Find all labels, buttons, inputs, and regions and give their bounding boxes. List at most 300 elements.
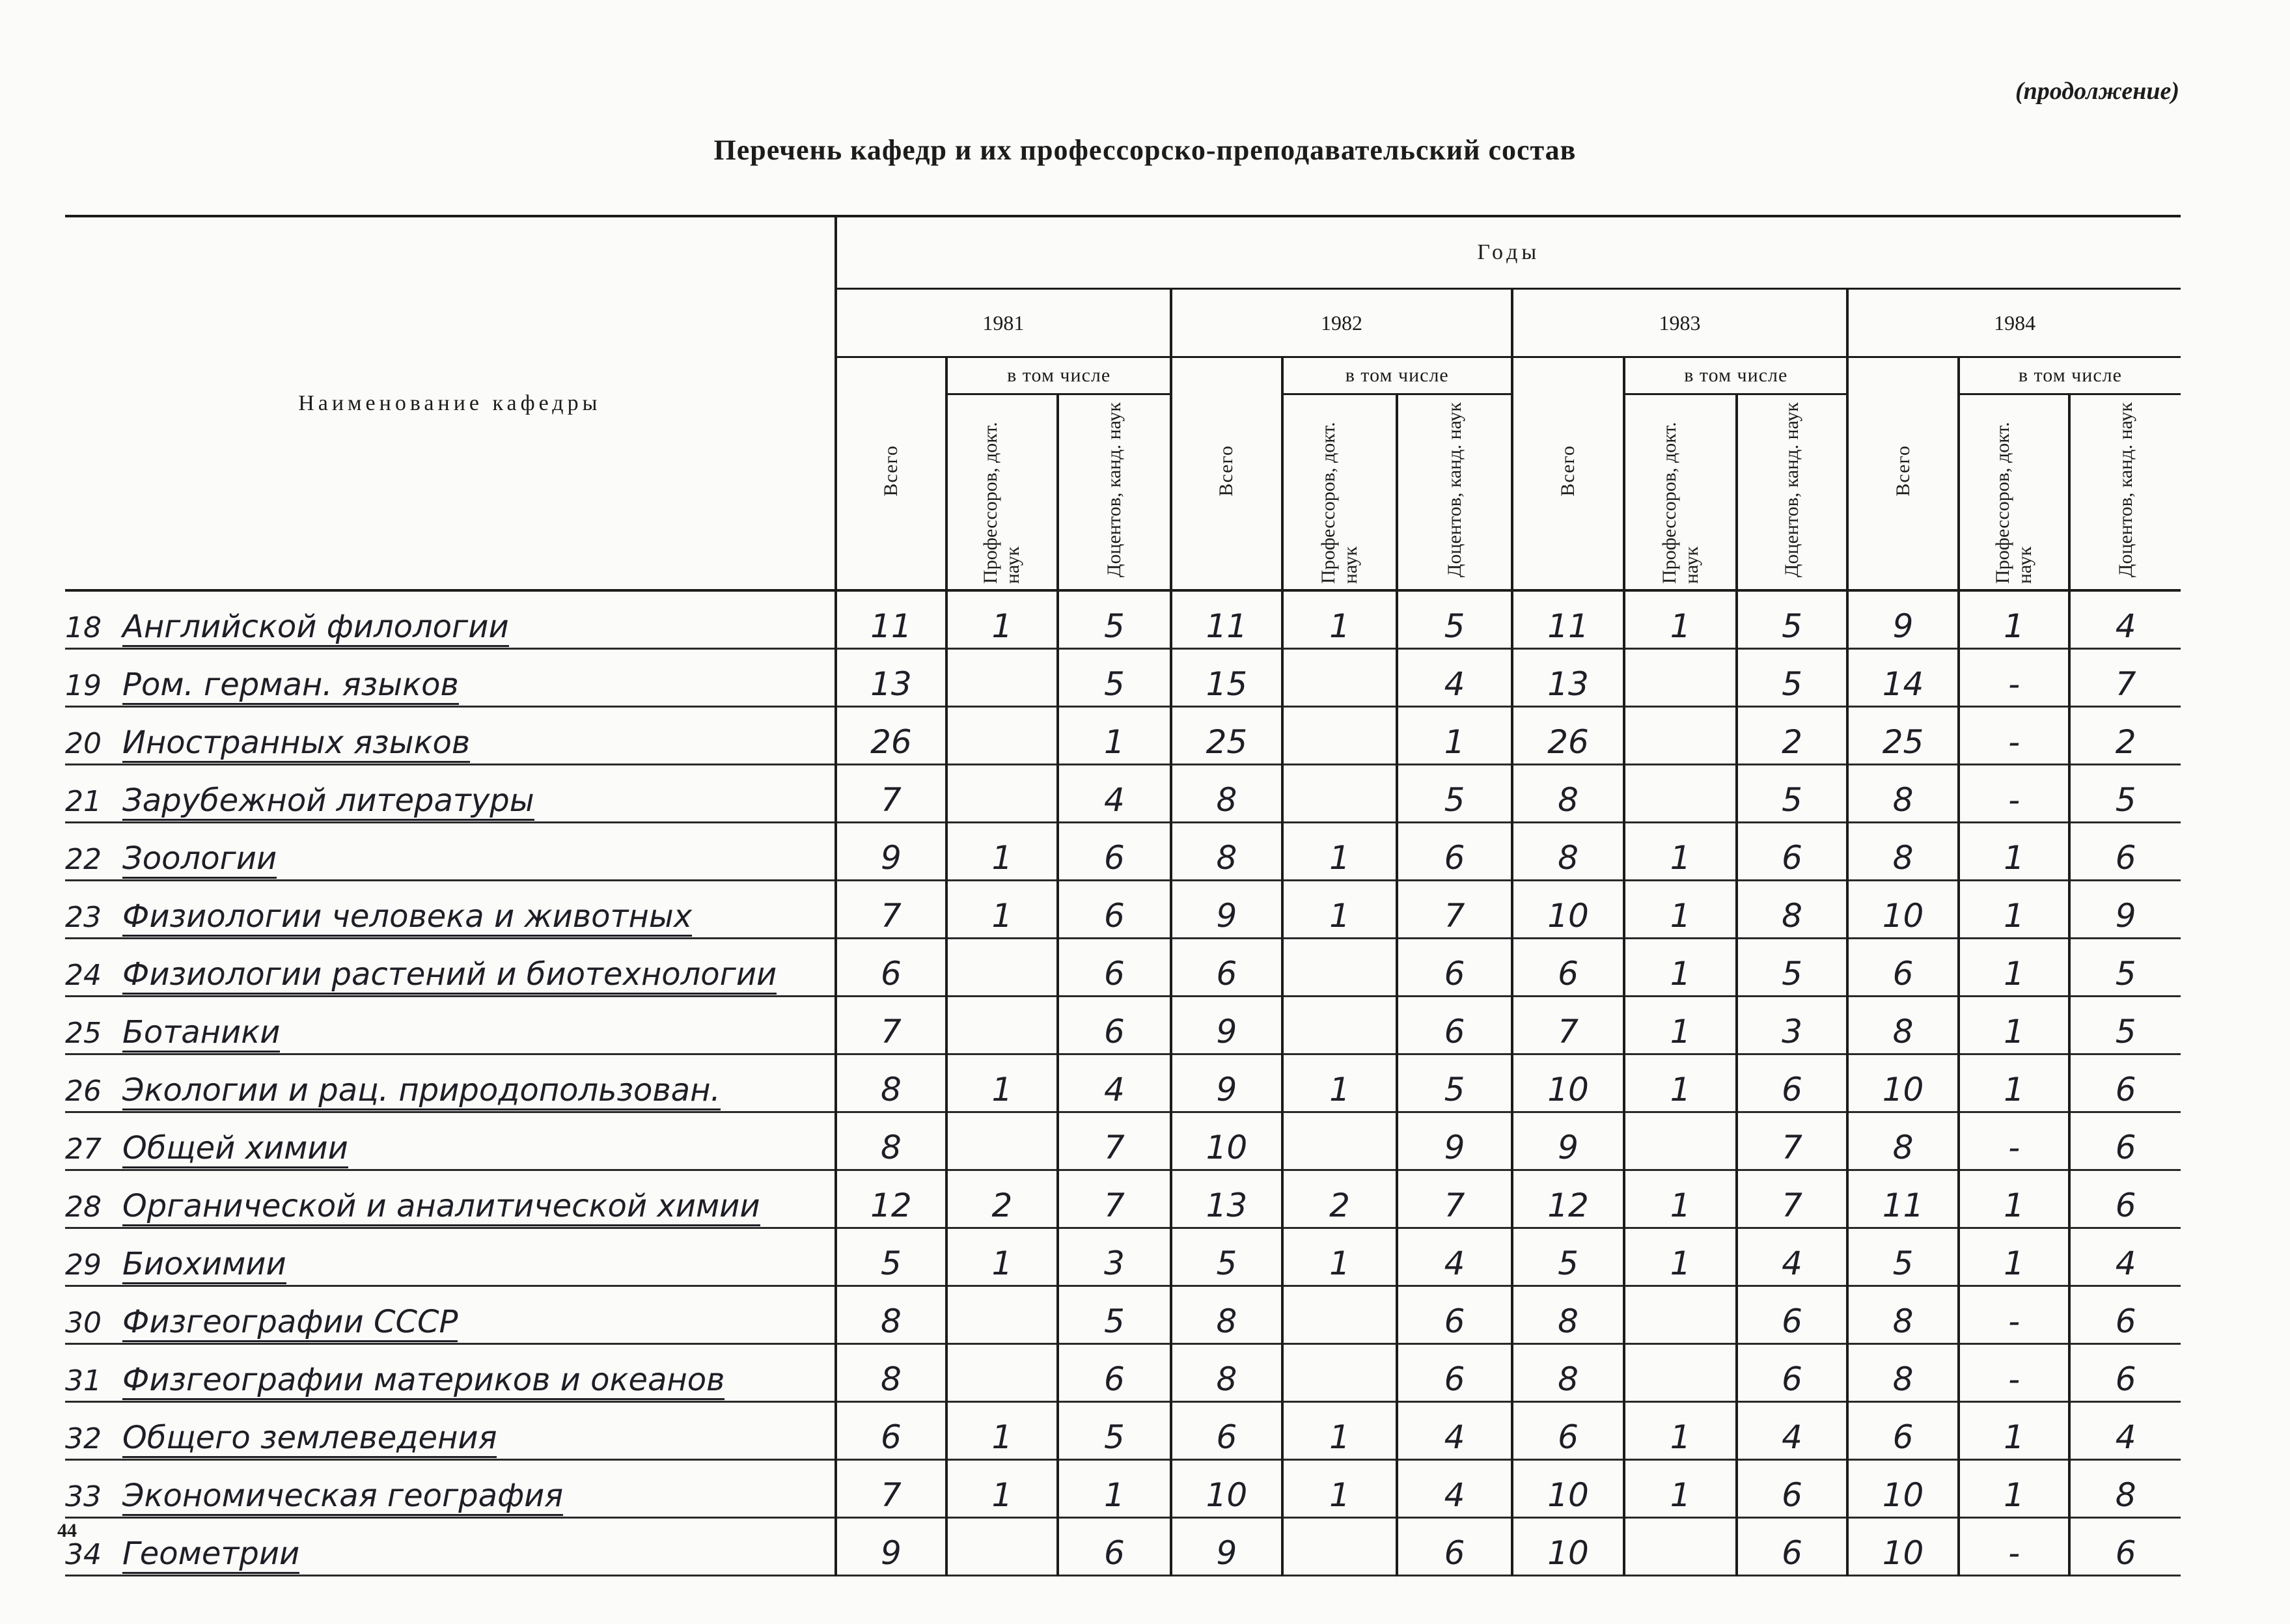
value-cell (1282, 649, 1398, 707)
value-cell: 1 (1959, 1402, 2070, 1460)
continuation-note: (продолжение) (2015, 77, 2179, 105)
value-cell: 1 (1282, 823, 1398, 881)
dept-number: 30 (65, 1306, 102, 1340)
value-cell: 15 (1171, 649, 1282, 707)
value-cell: 25 (1847, 707, 1959, 765)
value-cell (1624, 1518, 1737, 1576)
col-total-label: Всего (1557, 445, 1579, 497)
value-cell: 5 (1737, 939, 1848, 997)
value-cell: 10 (1171, 1112, 1282, 1170)
col-doc-label: Доцентов, канд. наук (1443, 402, 1465, 577)
value-cell: 4 (1397, 1460, 1512, 1518)
value-cell: 3 (1737, 997, 1848, 1054)
value-cell: 5 (1171, 1228, 1282, 1286)
value-cell: 4 (1397, 1228, 1512, 1286)
value-cell: 1 (946, 590, 1058, 649)
dept-name: Физиологии растений и биотехнологии (122, 956, 777, 995)
dept-number: 28 (65, 1190, 102, 1224)
value-cell: 4 (1397, 649, 1512, 707)
dept-number: 27 (65, 1133, 102, 1166)
year-header-1984: 1984 (1847, 289, 2181, 357)
table-row (65, 881, 2181, 939)
value-cell: 8 (836, 1344, 947, 1402)
value-cell: 1 (1624, 881, 1737, 939)
value-cell: 1 (1959, 1054, 2070, 1112)
dept-cell (65, 1344, 836, 1402)
value-cell: 2 (1282, 1170, 1398, 1228)
value-cell: - (1959, 1518, 2070, 1576)
value-cell: 8 (1512, 1344, 1625, 1402)
dept-cell (65, 590, 836, 649)
incl-header-1984: в том числе (1959, 357, 2181, 394)
value-cell: 8 (1171, 823, 1282, 881)
value-cell: 1 (1959, 881, 2070, 939)
col-doc-1982 (1397, 394, 1512, 591)
table-row (65, 1518, 2181, 1576)
value-cell: 6 (836, 939, 947, 997)
dept-number: 19 (65, 669, 102, 702)
value-cell: 1 (1624, 823, 1737, 881)
value-cell: 1 (1282, 1228, 1398, 1286)
dept-cell (65, 997, 836, 1054)
value-cell (1282, 997, 1398, 1054)
value-cell: 2 (946, 1170, 1058, 1228)
value-cell: 1 (1058, 707, 1172, 765)
value-cell: 8 (1512, 823, 1625, 881)
value-cell: 9 (1171, 1054, 1282, 1112)
value-cell: 7 (836, 1460, 947, 1518)
value-cell: 1 (1624, 1228, 1737, 1286)
value-cell: 11 (1847, 1170, 1959, 1228)
dept-cell (65, 1054, 836, 1112)
value-cell: 5 (1058, 1402, 1172, 1460)
value-cell: 9 (1397, 1112, 1512, 1170)
dept-number: 22 (65, 843, 102, 876)
dept-number: 23 (65, 901, 102, 934)
col-doc-1981 (1058, 394, 1172, 591)
value-cell: 1 (1624, 939, 1737, 997)
value-cell: 4 (2069, 1228, 2181, 1286)
value-cell: 5 (2069, 997, 2181, 1054)
value-cell: 6 (1397, 1518, 1512, 1576)
dept-name: Органической и аналитической химии (122, 1188, 760, 1226)
value-cell: 7 (836, 765, 947, 823)
value-cell: 1 (1624, 1054, 1737, 1112)
value-cell (1282, 1344, 1398, 1402)
value-cell: 5 (2069, 765, 2181, 823)
value-cell: 4 (2069, 590, 2181, 649)
col-prof-label: Профессоров, докт. наук (1317, 422, 1361, 584)
value-cell: 6 (1737, 823, 1848, 881)
col-prof-1984 (1959, 394, 2070, 591)
value-cell: 10 (1847, 1054, 1959, 1112)
value-cell (946, 1286, 1058, 1344)
dept-cell (65, 707, 836, 765)
dept-cell (65, 1402, 836, 1460)
value-cell: 13 (836, 649, 947, 707)
value-cell: 2 (1737, 707, 1848, 765)
value-cell (1624, 1344, 1737, 1402)
value-cell: 7 (1737, 1112, 1848, 1170)
value-cell (946, 765, 1058, 823)
value-cell: 8 (1737, 881, 1848, 939)
value-cell: 3 (1058, 1228, 1172, 1286)
value-cell: 5 (1737, 765, 1848, 823)
value-cell: 8 (1847, 1286, 1959, 1344)
value-cell: 6 (1058, 1344, 1172, 1402)
dept-number: 29 (65, 1248, 102, 1282)
value-cell: 1 (1282, 590, 1398, 649)
table-row (65, 765, 2181, 823)
value-cell: 6 (1058, 1518, 1172, 1576)
value-cell: 6 (1847, 1402, 1959, 1460)
table-row (65, 939, 2181, 997)
value-cell (946, 1344, 1058, 1402)
value-cell: 12 (1512, 1170, 1625, 1228)
page-title: Перечень кафедр и их профессорско-преподавательский состав (713, 134, 1577, 166)
value-cell: - (1959, 1344, 2070, 1402)
value-cell: 8 (836, 1054, 947, 1112)
dept-cell (65, 1460, 836, 1518)
value-cell: 5 (1847, 1228, 1959, 1286)
value-cell: 8 (1171, 1344, 1282, 1402)
value-cell: 1 (946, 1402, 1058, 1460)
value-cell: 7 (1737, 1170, 1848, 1228)
value-cell: 6 (1397, 823, 1512, 881)
value-cell: 1 (1282, 1402, 1398, 1460)
value-cell: 8 (1512, 1286, 1625, 1344)
value-cell: 9 (1171, 881, 1282, 939)
value-cell: 6 (1171, 1402, 1282, 1460)
col-prof-label: Профессоров, докт. наук (1992, 422, 2036, 584)
value-cell: 8 (1847, 765, 1959, 823)
dept-name: Зоологии (122, 840, 277, 879)
value-cell: 8 (1171, 1286, 1282, 1344)
value-cell: - (1959, 1112, 2070, 1170)
value-cell: 1 (1282, 1054, 1398, 1112)
incl-header-1982: в том числе (1282, 357, 1512, 394)
value-cell: 1 (1282, 881, 1398, 939)
value-cell: 8 (1512, 765, 1625, 823)
value-cell: 8 (1847, 1112, 1959, 1170)
table-row (65, 997, 2181, 1054)
value-cell: 6 (2069, 1054, 2181, 1112)
value-cell: 6 (1058, 881, 1172, 939)
value-cell: 1 (1624, 1402, 1737, 1460)
dept-cell (65, 649, 836, 707)
value-cell: 25 (1171, 707, 1282, 765)
value-cell: 1 (1959, 997, 2070, 1054)
dept-name: Общего землеведения (122, 1420, 497, 1458)
value-cell (946, 1112, 1058, 1170)
dept-number: 31 (65, 1364, 102, 1397)
value-cell: 11 (1512, 590, 1625, 649)
value-cell: 1 (1624, 1460, 1737, 1518)
dept-cell (65, 765, 836, 823)
value-cell: 9 (2069, 881, 2181, 939)
value-cell: 9 (1847, 590, 1959, 649)
col-prof-1983 (1624, 394, 1737, 591)
value-cell (1624, 1112, 1737, 1170)
dept-name: Зарубежной литературы (122, 782, 534, 821)
departments-table (65, 215, 2181, 1576)
value-cell (946, 707, 1058, 765)
col-total-label: Всего (1215, 445, 1237, 497)
dept-name: Биохимии (122, 1246, 286, 1284)
value-cell: 10 (1847, 881, 1959, 939)
table-row (65, 649, 2181, 707)
dept-cell (65, 881, 836, 939)
value-cell (1282, 1518, 1398, 1576)
col-total-label: Всего (1892, 445, 1914, 497)
value-cell: 9 (1171, 1518, 1282, 1576)
value-cell: 8 (1847, 997, 1959, 1054)
value-cell: 9 (1512, 1112, 1625, 1170)
value-cell (1282, 707, 1398, 765)
value-cell: 4 (2069, 1402, 2181, 1460)
dept-cell (65, 939, 836, 997)
dept-number: 24 (65, 959, 102, 992)
value-cell: 1 (1282, 1460, 1398, 1518)
dept-number: 26 (65, 1075, 102, 1108)
value-cell: 8 (1847, 1344, 1959, 1402)
value-cell: 5 (1397, 1054, 1512, 1112)
value-cell: 12 (836, 1170, 947, 1228)
value-cell: 26 (836, 707, 947, 765)
value-cell (1624, 707, 1737, 765)
table-row (65, 1054, 2181, 1112)
value-cell: 2 (2069, 707, 2181, 765)
table-row (65, 1170, 2181, 1228)
dept-number: 32 (65, 1422, 102, 1455)
value-cell: 1 (1397, 707, 1512, 765)
value-cell: 10 (1512, 1054, 1625, 1112)
value-cell: 5 (1058, 1286, 1172, 1344)
value-cell: 10 (1171, 1460, 1282, 1518)
dept-number: 18 (65, 611, 102, 644)
value-cell: 5 (2069, 939, 2181, 997)
value-cell: 5 (1737, 649, 1848, 707)
dept-name: Общей химии (122, 1130, 348, 1168)
value-cell: 1 (1959, 1460, 2070, 1518)
dept-name: Ром. герман. языков (122, 667, 459, 705)
value-cell: 6 (2069, 1170, 2181, 1228)
value-cell: 1 (1959, 1228, 2070, 1286)
value-cell: 6 (1397, 997, 1512, 1054)
value-cell (1282, 939, 1398, 997)
value-cell: 4 (1058, 1054, 1172, 1112)
value-cell (1282, 1286, 1398, 1344)
value-cell: 6 (2069, 1518, 2181, 1576)
table-row (65, 1344, 2181, 1402)
dept-name: Физгеографии СССР (122, 1304, 458, 1342)
dept-name: Геометрии (122, 1535, 299, 1574)
value-cell: 4 (1737, 1228, 1848, 1286)
value-cell: 1 (1624, 1170, 1737, 1228)
value-cell: 6 (1397, 1286, 1512, 1344)
value-cell: 6 (836, 1402, 947, 1460)
value-cell: 7 (1058, 1112, 1172, 1170)
value-cell: 5 (1737, 590, 1848, 649)
value-cell: 6 (1737, 1286, 1848, 1344)
dept-cell (65, 1286, 836, 1344)
value-cell: 7 (1058, 1170, 1172, 1228)
value-cell: 5 (1058, 649, 1172, 707)
table-row (65, 1460, 2181, 1518)
year-header-1982: 1982 (1171, 289, 1512, 357)
col-total-label: Всего (879, 445, 902, 497)
incl-header-1983: в том числе (1624, 357, 1847, 394)
value-cell: 4 (1397, 1402, 1512, 1460)
value-cell: 9 (1171, 997, 1282, 1054)
value-cell: 6 (1512, 939, 1625, 997)
value-cell (1624, 765, 1737, 823)
value-cell: 7 (2069, 649, 2181, 707)
value-cell: 9 (836, 823, 947, 881)
value-cell: 6 (1171, 939, 1282, 997)
value-cell: 6 (2069, 1344, 2181, 1402)
year-header-1981: 1981 (836, 289, 1172, 357)
value-cell: - (1959, 765, 2070, 823)
value-cell: 1 (946, 823, 1058, 881)
value-cell: 7 (1397, 1170, 1512, 1228)
value-cell: 6 (1737, 1344, 1848, 1402)
table-row (65, 1228, 2181, 1286)
value-cell: 8 (1847, 823, 1959, 881)
col-total-1983 (1512, 357, 1625, 591)
value-cell: 14 (1847, 649, 1959, 707)
value-cell: 6 (1512, 1402, 1625, 1460)
value-cell: 1 (1959, 1170, 2070, 1228)
dept-cell (65, 1170, 836, 1228)
value-cell: 6 (2069, 1286, 2181, 1344)
value-cell: 10 (1512, 1518, 1625, 1576)
value-cell: 6 (1737, 1460, 1848, 1518)
value-cell: 13 (1512, 649, 1625, 707)
value-cell: 7 (836, 997, 947, 1054)
value-cell: 8 (836, 1286, 947, 1344)
value-cell: 6 (1847, 939, 1959, 997)
value-cell: - (1959, 1286, 2070, 1344)
col-total-1981 (836, 357, 947, 591)
value-cell (946, 997, 1058, 1054)
dept-number: 21 (65, 785, 102, 818)
dept-number: 20 (65, 727, 102, 760)
value-cell: 8 (1171, 765, 1282, 823)
value-cell (946, 939, 1058, 997)
value-cell: 8 (2069, 1460, 2181, 1518)
value-cell (946, 1518, 1058, 1576)
value-cell: 5 (1397, 765, 1512, 823)
value-cell: 1 (946, 1460, 1058, 1518)
dept-name: Экологии и рац. природопользован. (122, 1072, 721, 1110)
value-cell: 1 (1959, 939, 2070, 997)
value-cell: 6 (1058, 823, 1172, 881)
value-cell (1624, 649, 1737, 707)
year-header-1983: 1983 (1512, 289, 1848, 357)
value-cell: 5 (836, 1228, 947, 1286)
col-total-1984 (1847, 357, 1959, 591)
col-prof-label: Профессоров, докт. наук (1658, 422, 1702, 584)
value-cell: 6 (1737, 1054, 1848, 1112)
col-total-1982 (1171, 357, 1282, 591)
dept-number: 34 (65, 1538, 102, 1571)
value-cell: 6 (1058, 997, 1172, 1054)
value-cell: 6 (1397, 1344, 1512, 1402)
value-cell (1282, 765, 1398, 823)
dept-column-header: Наименование кафедры (65, 216, 836, 590)
value-cell: 6 (1397, 939, 1512, 997)
dept-name: Английской филологии (122, 609, 509, 647)
dept-name: Физиологии человека и животных (122, 898, 692, 937)
value-cell: 13 (1171, 1170, 1282, 1228)
col-doc-label: Доцентов, канд. наук (1781, 402, 1803, 577)
value-cell: 6 (2069, 1112, 2181, 1170)
value-cell: - (1959, 707, 2070, 765)
col-doc-1984 (2069, 394, 2181, 591)
value-cell: 26 (1512, 707, 1625, 765)
dept-name: Ботаники (122, 1014, 280, 1053)
value-cell: 6 (1737, 1518, 1848, 1576)
years-header: Годы (836, 216, 2181, 289)
value-cell (1624, 1286, 1737, 1344)
value-cell: 1 (946, 881, 1058, 939)
dept-cell (65, 1228, 836, 1286)
value-cell: - (1959, 649, 2070, 707)
value-cell: 11 (1171, 590, 1282, 649)
dept-cell (65, 1112, 836, 1170)
value-cell: 5 (1397, 590, 1512, 649)
dept-number: 33 (65, 1480, 102, 1513)
table-row (65, 1402, 2181, 1460)
dept-cell (65, 823, 836, 881)
table-row (65, 1286, 2181, 1344)
value-cell: 7 (1512, 997, 1625, 1054)
value-cell: 1 (946, 1054, 1058, 1112)
value-cell: 6 (1058, 939, 1172, 997)
page-number: 44 (57, 1520, 77, 1541)
table-row (65, 707, 2181, 765)
value-cell: 1 (946, 1228, 1058, 1286)
table-row (65, 823, 2181, 881)
value-cell: 9 (836, 1518, 947, 1576)
value-cell (1282, 1112, 1398, 1170)
value-cell: 8 (836, 1112, 947, 1170)
value-cell: 6 (2069, 823, 2181, 881)
value-cell: 10 (1512, 1460, 1625, 1518)
value-cell: 4 (1737, 1402, 1848, 1460)
value-cell: 1 (1624, 590, 1737, 649)
col-prof-label: Профессоров, докт. наук (980, 422, 1024, 584)
value-cell: 7 (836, 881, 947, 939)
col-doc-label: Доцентов, канд. наук (2114, 402, 2136, 577)
dept-number: 25 (65, 1017, 102, 1050)
value-cell: 7 (1397, 881, 1512, 939)
col-prof-1982 (1282, 394, 1398, 591)
dept-name: Иностранных языков (122, 724, 470, 763)
col-doc-1983 (1737, 394, 1848, 591)
dept-name: Физгеографии материков и океанов (122, 1362, 724, 1400)
col-doc-label: Доцентов, канд. наук (1103, 402, 1125, 577)
value-cell: 11 (836, 590, 947, 649)
table-row (65, 1112, 2181, 1170)
value-cell: 1 (1959, 590, 2070, 649)
value-cell: 10 (1847, 1460, 1959, 1518)
value-cell: 5 (1512, 1228, 1625, 1286)
value-cell (946, 649, 1058, 707)
value-cell: 5 (1058, 590, 1172, 649)
incl-header-1981: в том числе (946, 357, 1171, 394)
